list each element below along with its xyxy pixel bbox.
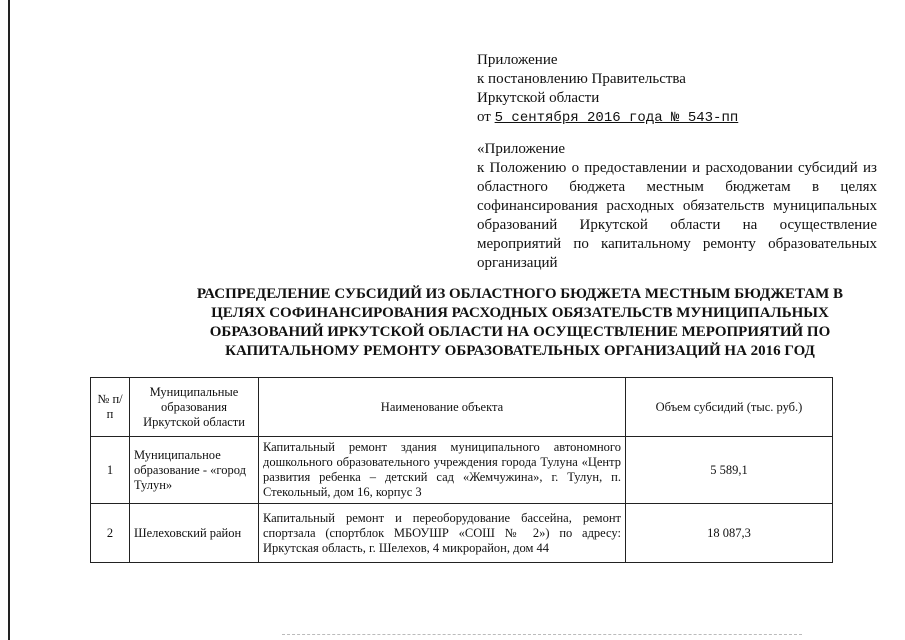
regulation-attachment-heading: «Приложение (477, 141, 566, 157)
header-municipality: Муниципальные образования Иркутской области (130, 378, 259, 437)
row-municipality: Муниципальное образование - «город Тулун» (130, 437, 259, 504)
attachment-date-prefix: от (477, 109, 491, 125)
row-number: 1 (91, 437, 130, 504)
title-line-1: РАСПРЕДЕЛЕНИЕ СУБСИДИЙ ИЗ ОБЛАСТНОГО БЮДЖЕТА МЕСТНЫМ БЮДЖЕТАМ В (196, 286, 844, 302)
row-subsidy-amount: 18 087,3 (626, 504, 833, 563)
attachment-line-1: Приложение (477, 52, 558, 68)
row-subsidy-amount: 5 589,1 (626, 437, 833, 504)
title-line-4: КАПИТАЛЬНОМУ РЕМОНТУ ОБРАЗОВАТЕЛЬНЫХ ОРГАНИЗАЦИЙ НА 2016 ГОД (225, 343, 815, 359)
row-object-name: Капитальный ремонт и переоборудование бассейна, ремонт спортзала (спортблок МБОУШР «СОШ № 2») по адресу: Иркутская область, г. Шелехов, 4 микрорайон, дом 44 (259, 504, 626, 563)
title-line-2: ЦЕЛЯХ СОФИНАНСИРОВАНИЯ РАСХОДНЫХ ОБЯЗАТЕЛЬСТВ МУНИЦИПАЛЬНЫХ (211, 305, 829, 321)
subsidy-distribution-table (90, 377, 833, 563)
page-left-edge-line (8, 0, 10, 640)
header-object-name: Наименование объекта (259, 378, 626, 437)
attachment-line-3: Иркутской области (477, 90, 600, 106)
attachment-line-2: к постановлению Правительства (477, 71, 686, 87)
regulation-attachment-body: к Положению о предоставлении и расходовании субсидий из областного бюджета местным бюджетам в целях софинансирования расходных обязательств муниципальных образований Иркутской области на осуществление мероприятий по капитальному ремонту образовательных организаций (477, 160, 877, 271)
table-row (91, 504, 833, 563)
government-resolution-attachment-header (477, 51, 877, 128)
attachment-date-number: 5 сентября 2016 года № 543-пп (494, 110, 739, 126)
table-header-row (91, 378, 833, 437)
row-municipality: Шелеховский район (130, 504, 259, 563)
scan-bottom-artifact (282, 634, 802, 636)
header-subsidy-amount: Объем субсидий (тыс. руб.) (626, 378, 833, 437)
table-row (91, 437, 833, 504)
row-number: 2 (91, 504, 130, 563)
attachment-date-line (477, 108, 877, 128)
document-title (140, 285, 900, 361)
title-line-3: ОБРАЗОВАНИЙ ИРКУТСКОЙ ОБЛАСТИ НА ОСУЩЕСТВЛЕНИЕ МЕРОПРИЯТИЙ ПО (209, 324, 831, 340)
row-object-name: Капитальный ремонт здания муниципального автономного дошкольного образовательного учреждения города Тулуна «Центр развития ребенка – детский сад «Жемчужина», г. Тулун, п. Стекольный, дом 16, корпус 3 (259, 437, 626, 504)
regulation-attachment-header (477, 140, 877, 273)
header-number: № п/п (91, 378, 130, 437)
